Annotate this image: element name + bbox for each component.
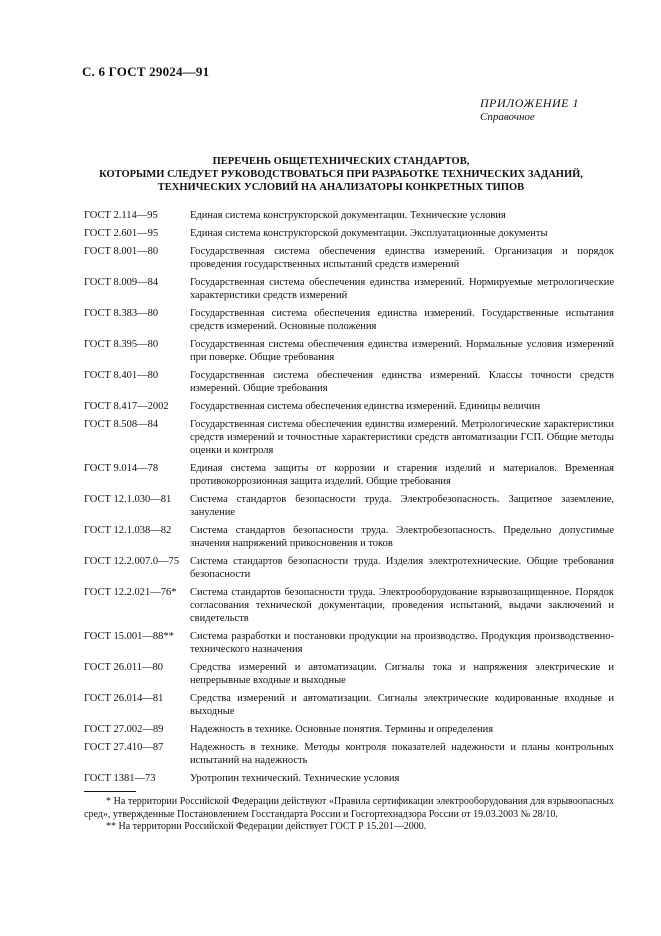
list-item <box>84 307 614 333</box>
list-item <box>84 400 614 413</box>
standard-description: Государственная система обеспечения единства измерений. Государственные испытания средств измерений. Основные положения <box>190 308 614 332</box>
page-header: С. 6 ГОСТ 29024—91 <box>82 64 210 79</box>
footnotes <box>84 796 614 834</box>
title-line-1: ПЕРЕЧЕНЬ ОБЩЕТЕХНИЧЕСКИХ СТАНДАРТОВ, <box>212 156 470 167</box>
standards-list <box>84 209 614 790</box>
standard-code: ГОСТ 8.401—80 <box>84 370 159 381</box>
standard-code: ГОСТ 8.508—84 <box>84 419 159 430</box>
standard-code: ГОСТ 9.014—78 <box>84 463 159 474</box>
standard-description: Государственная система обеспечения единства измерений. Нормируемые метрологические характеристики средств измерений <box>190 277 614 301</box>
standard-description: Система стандартов безопасности труда. Электробезопасность. Предельно допустимые значения напряжений прикосновения и токов <box>190 525 614 549</box>
standard-code: ГОСТ 8.001—80 <box>84 246 159 257</box>
list-item <box>84 723 614 736</box>
footnote-divider <box>84 791 136 792</box>
list-item <box>84 493 614 519</box>
standard-code: ГОСТ 12.2.007.0—75 <box>84 556 180 567</box>
appendix-label <box>480 96 579 124</box>
standard-code: ГОСТ 26.014—81 <box>84 693 164 704</box>
standard-description: Государственная система обеспечения единства измерений. Единицы величин <box>190 401 541 412</box>
list-item <box>84 586 614 625</box>
list-item <box>84 245 614 271</box>
list-item <box>84 692 614 718</box>
list-item <box>84 772 614 785</box>
standard-code: ГОСТ 8.395—80 <box>84 339 159 350</box>
standard-description: Единая система конструкторской документации. Эксплуатационные документы <box>190 228 548 239</box>
document-title <box>60 155 622 194</box>
appendix-title: ПРИЛОЖЕНИЕ 1 <box>480 96 579 110</box>
standard-code: ГОСТ 2.114—95 <box>84 210 158 221</box>
list-item <box>84 630 614 656</box>
standard-code: ГОСТ 15.001—88** <box>84 631 174 642</box>
standard-description: Государственная система обеспечения единства измерений. Организация и порядок проведения государственных испытаний средств измерений <box>190 246 614 270</box>
standard-description: Уротропин технический. Технические условия <box>190 773 400 784</box>
standard-code: ГОСТ 12.1.030—81 <box>84 494 172 505</box>
list-item <box>84 418 614 457</box>
list-item <box>84 338 614 364</box>
list-item <box>84 369 614 395</box>
list-item <box>84 555 614 581</box>
standard-description: Система стандартов безопасности труда. Электробезопасность. Защитное заземление, зануление <box>190 494 614 518</box>
standard-description: Средства измерений и автоматизации. Сигналы тока и напряжения электрические и непрерывные входные и выходные <box>190 662 614 686</box>
standard-code: ГОСТ 8.009—84 <box>84 277 159 288</box>
standard-code: ГОСТ 1381—73 <box>84 773 156 784</box>
standard-description: Система стандартов безопасности труда. Электрооборудование взрывозащищенное. Порядок согласования технической документации, проведения испытаний, выдачи заключений и свидетельств <box>190 587 614 624</box>
standard-description: Государственная система обеспечения единства измерений. Метрологические характеристики средств измерений и точностные характеристики средств автоматизации ГСП. Общие методы оценки и контроля <box>190 419 614 456</box>
list-item <box>84 227 614 240</box>
standard-description: Единая система защиты от коррозии и старения изделий и материалов. Временная противокоррозионная защита изделий. Общие требования <box>190 463 614 487</box>
appendix-subtitle: Справочное <box>480 111 535 123</box>
standard-code: ГОСТ 12.1.038—82 <box>84 525 172 536</box>
standard-code: ГОСТ 12.2.021—76* <box>84 587 177 598</box>
standard-description: Надежность в технике. Основные понятия. Термины и определения <box>190 724 494 735</box>
standard-code: ГОСТ 2.601—95 <box>84 228 159 239</box>
standard-description: Надежность в технике. Методы контроля показателей надежности и планы контрольных испытаний на надежность <box>190 742 614 766</box>
standard-description: Государственная система обеспечения единства измерений. Классы точности средств измерений. Общие требования <box>190 370 614 394</box>
standard-code: ГОСТ 27.410—87 <box>84 742 164 753</box>
standard-description: Единая система конструкторской документации. Технические условия <box>190 210 506 221</box>
list-item <box>84 209 614 222</box>
standard-description: Средства измерений и автоматизации. Сигналы электрические кодированные входные и выходные <box>190 693 614 717</box>
standard-code: ГОСТ 27.002—89 <box>84 724 164 735</box>
title-line-3: ТЕХНИЧЕСКИХ УСЛОВИЙ НА АНАЛИЗАТОРЫ КОНКРЕТНЫХ ТИПОВ <box>157 182 525 193</box>
title-line-2: КОТОРЫМИ СЛЕДУЕТ РУКОВОДСТВОВАТЬСЯ ПРИ РАЗРАБОТКЕ ТЕХНИЧЕСКИХ ЗАДАНИЙ, <box>99 169 583 180</box>
standard-description: Государственная система обеспечения единства измерений. Нормальные условия измерений при поверке. Общие требования <box>190 339 614 363</box>
list-item <box>84 462 614 488</box>
list-item <box>84 524 614 550</box>
standard-code: ГОСТ 8.383—80 <box>84 308 159 319</box>
standard-code: ГОСТ 8.417—2002 <box>84 401 169 412</box>
footnote: * На территории Российской Федерации действуют «Правила сертификации электрооборудования для взрывоопасных сред», утвержденные Постановлением Госстандарта России и Госгортехнадзора России от 19.03.2003 № 28/10. <box>84 796 614 820</box>
list-item <box>84 741 614 767</box>
standard-description: Система разработки и постановки продукции на производство. Продукция производственно-технического назначения <box>190 631 614 655</box>
standard-code: ГОСТ 26.011—80 <box>84 662 164 673</box>
list-item <box>84 661 614 687</box>
list-item <box>84 276 614 302</box>
standard-description: Система стандартов безопасности труда. Изделия электротехнические. Общие требования безопасности <box>190 556 614 580</box>
footnote: ** На территории Российской Федерации действует ГОСТ Р 15.201—2000. <box>106 821 427 832</box>
